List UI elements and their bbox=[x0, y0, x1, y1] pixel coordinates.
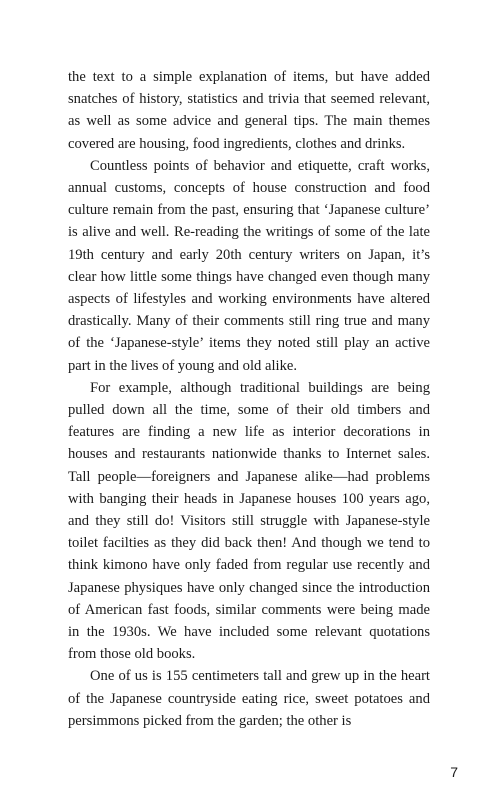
paragraph-1: the text to a simple explanation of items, but have added snatches of history, statistics and trivia that seemed relevant, as well as some advice and general tips. The main themes covered are housing, food ingredients, clothes and drinks. bbox=[68, 69, 430, 152]
paragraph-3: For example, although traditional buildings are being pulled down all the time, some of their old timbers and features are finding a new life as interior decorations in houses and restaurants nationwide thanks to Internet sales. Tall people—foreigners and Japanese alike—had problems with banging their heads in Japanese houses 100 years ago, and they still do! Visitors still struggle with Japanese-style toilet facilties as they did back then! And though we tend to think kimono have only faded from regular use recently and Japanese physiques have only changed since the introduction of American fast foods, similar comments were being made in the 1930s. We have included some relevant quotations from those old books. bbox=[68, 379, 430, 663]
paragraph-2: Countless points of behavior and etiquette, craft works, annual customs, concepts of house construction and food culture remain from the past, ensuring that ‘Japanese culture’ is alive and well. Re-reading the writings of some of the late 19th century and early 20th century writers on Japan, it’s clear how little some things have changed even though many aspects of lifestyles and working environments have altered drastically. Many of their comments still ring true and many of the ‘Japanese-style’ items they noted still play an active part in the lives of young and old alike. bbox=[68, 157, 430, 374]
page-number: 7 bbox=[450, 764, 458, 780]
paragraph-4: One of us is 155 centimeters tall and grew up in the heart of the Japanese countryside eating rice, sweet potatoes and persimmons picked from the garden; the other is bbox=[68, 668, 430, 729]
page-body-text bbox=[68, 66, 430, 732]
